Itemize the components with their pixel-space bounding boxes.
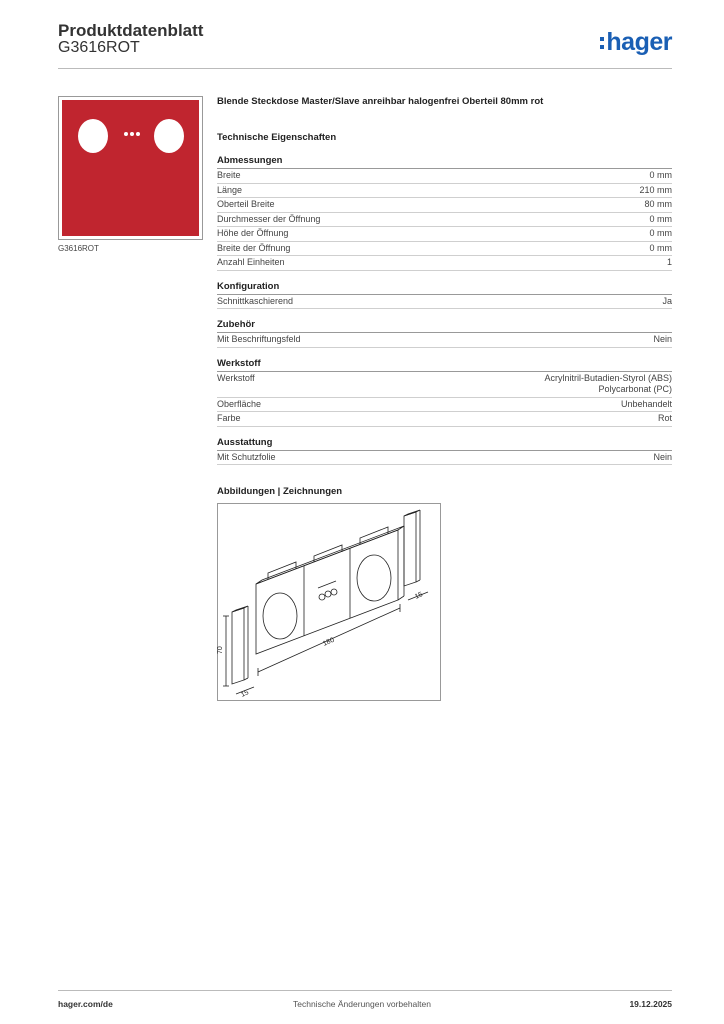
section-title: Konfiguration [217, 281, 672, 295]
section-werkstoff [217, 358, 672, 427]
spec-row [217, 333, 672, 348]
section-title: Zubehör [217, 319, 672, 333]
spec-value: 0 mm [649, 242, 672, 253]
section-title: Abmessungen [217, 155, 672, 169]
spec-row [217, 169, 672, 184]
spec-label: Oberfläche [217, 398, 262, 409]
product-headline: Blende Steckdose Master/Slave anreihbar halogenfrei Oberteil 80mm rot [217, 96, 544, 107]
specs-heading: Technische Eigenschaften [217, 132, 337, 143]
page-title: Produktdatenblatt [58, 21, 204, 40]
section-konfiguration [217, 281, 672, 310]
footer-date: 19.12.2025 [629, 999, 672, 1009]
spec-row [217, 256, 672, 271]
spec-label: Durchmesser der Öffnung [217, 213, 321, 224]
spec-row [217, 295, 672, 310]
spec-value: 1 [666, 257, 672, 267]
spec-label: Oberteil Breite [217, 199, 275, 209]
spec-value: 0 mm [649, 213, 672, 224]
section-zubehoer [217, 319, 672, 348]
dim-label-15-left: 15 [239, 689, 250, 699]
product-image [58, 96, 203, 240]
spec-value: Acrylnitril-Butadien-Styrol (ABS) [544, 372, 672, 383]
hager-logo [600, 28, 672, 57]
dim-label-70: 70 [217, 646, 224, 654]
spec-row [217, 227, 672, 242]
spec-label: Breite [217, 170, 241, 180]
footer-disclaimer: Technische Änderungen vorbehalten [293, 999, 431, 1009]
spec-label: Mit Schutzfolie [217, 451, 276, 462]
spec-row [217, 213, 672, 228]
spec-label: Höhe der Öffnung [217, 228, 289, 238]
spec-label: Länge [217, 184, 243, 195]
header-divider [58, 68, 672, 69]
spec-value: Nein [653, 334, 672, 344]
section-abmessungen [217, 155, 672, 271]
spec-row [217, 242, 672, 257]
logo-text: hager [606, 28, 672, 56]
spec-row [217, 184, 672, 199]
section-ausstattung [217, 437, 672, 466]
section-title: Ausstattung [217, 437, 672, 451]
spec-value: 80 mm [644, 199, 672, 209]
spec-value: 0 mm [649, 228, 672, 238]
spec-row [217, 198, 672, 213]
spec-area [217, 95, 672, 499]
spec-row [217, 451, 672, 466]
spec-label: Mit Beschriftungsfeld [217, 334, 301, 344]
spec-value: Ja [662, 295, 672, 306]
spec-label: Farbe [217, 413, 241, 423]
spec-label: Anzahl Einheiten [217, 257, 285, 267]
figures-heading: Abbildungen | Zeichnungen [217, 486, 343, 497]
technical-drawing [217, 503, 441, 701]
section-title: Werkstoff [217, 358, 672, 372]
spec-row [217, 398, 672, 413]
spec-label: Werkstoff [217, 372, 255, 383]
dim-label-180: 180 [321, 636, 336, 648]
spec-value: 210 mm [639, 184, 672, 195]
dim-label-15-right: 15 [413, 591, 424, 601]
spec-value: 0 mm [649, 170, 672, 180]
spec-value: Nein [653, 451, 672, 462]
spec-row [217, 412, 672, 427]
product-code: G3616ROT [58, 39, 140, 56]
spec-label: Breite der Öffnung [217, 242, 291, 253]
product-image-caption: G3616ROT [58, 244, 99, 253]
spec-value-secondary: Polycarbonat (PC) [598, 383, 672, 394]
footer-website[interactable]: hager.com/de [58, 999, 113, 1009]
spec-label: Schnittkaschierend [217, 295, 294, 306]
spec-row [217, 372, 672, 398]
spec-value: Unbehandelt [620, 398, 672, 409]
footer-divider [58, 990, 672, 991]
spec-value: Rot [657, 413, 672, 423]
